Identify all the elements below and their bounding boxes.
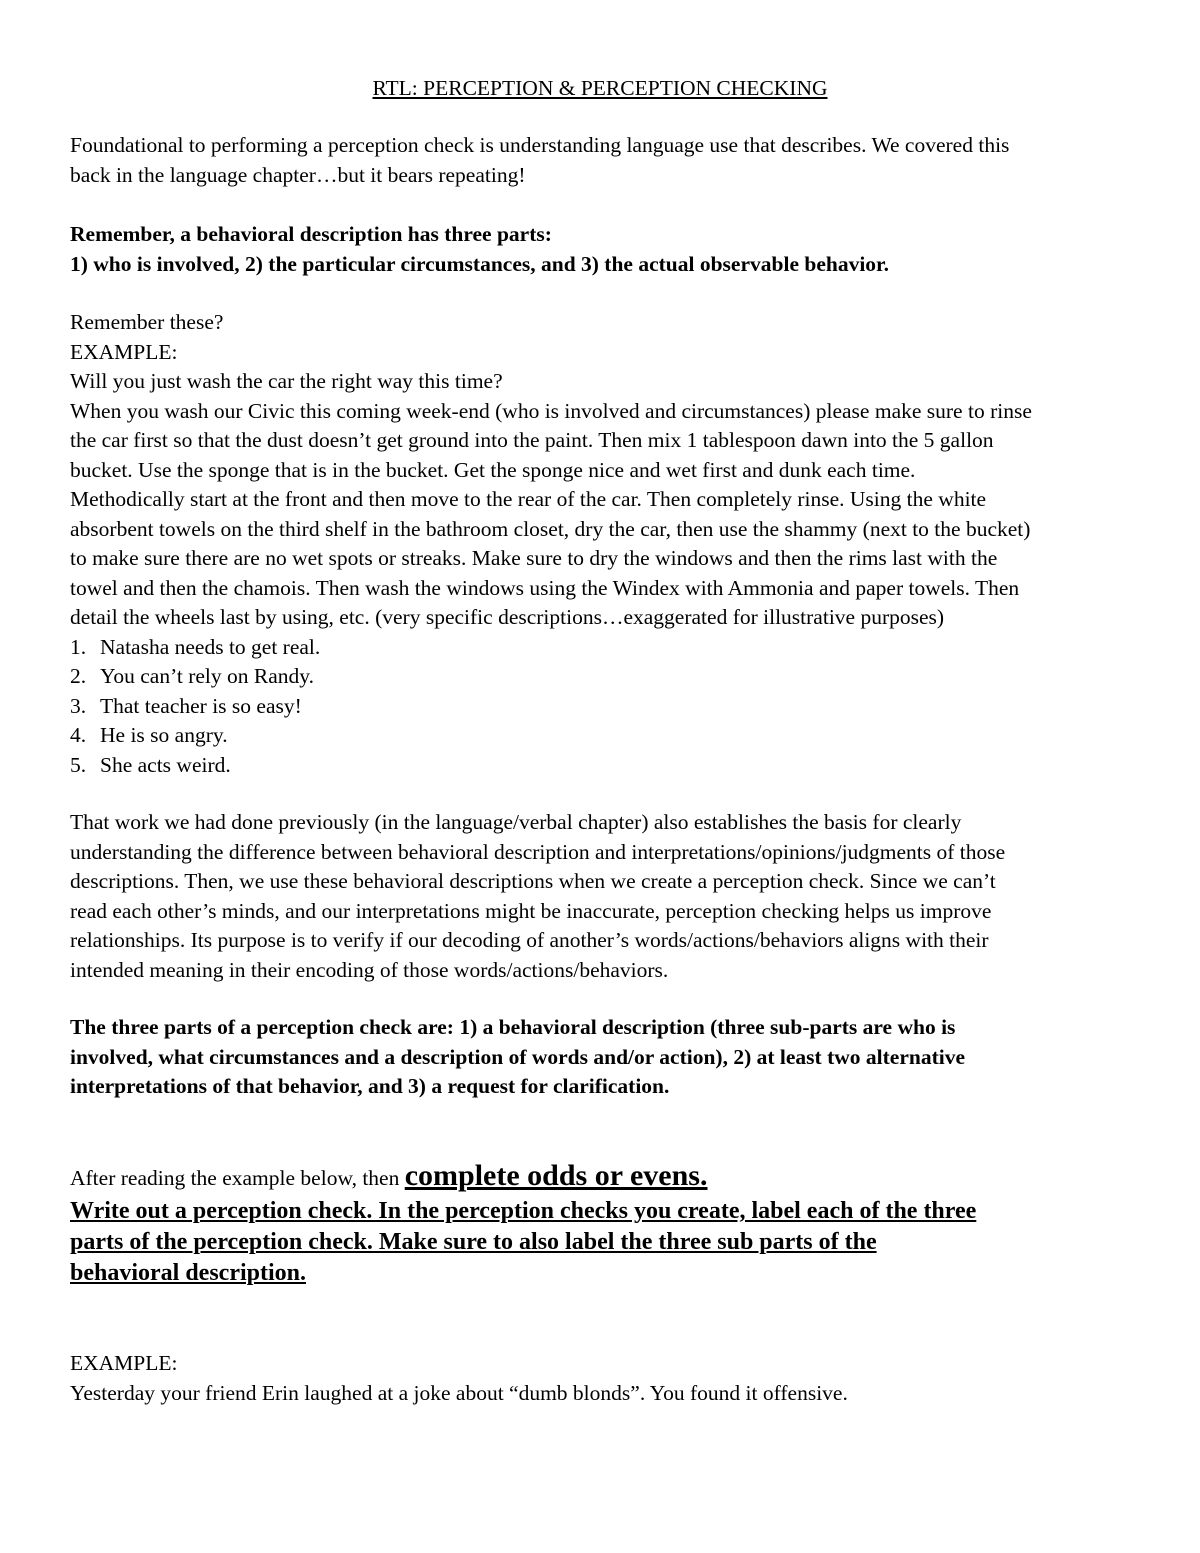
example-answer-line: detail the wheels last by using, etc. (very specific descriptions…exaggerated for illustrative purposes) — [70, 605, 945, 629]
behavioral-description-reminder — [70, 220, 1140, 279]
document-title: RTL: PERCEPTION & PERCEPTION CHECKING — [372, 76, 828, 100]
after-reading-text: After reading the example below, then — [70, 1166, 405, 1190]
complete-odds-or-evens: complete odds or evens. — [404, 1159, 708, 1192]
example-label: EXAMPLE: — [70, 1351, 178, 1375]
reminder-line: 1) who is involved, 2) the particular circumstances, and 3) the actual observable behavior. — [70, 251, 889, 276]
intro-line: Foundational to performing a perception check is understanding language use that describes. We covered this — [70, 133, 1010, 157]
example-answer-line: Methodically start at the front and then move to the rear of the car. Then completely rinse. Using the white — [70, 487, 987, 511]
list-item — [70, 751, 1140, 781]
list-number: 4. — [70, 723, 87, 747]
example-answer-line: to make sure there are no wet spots or streaks. Make sure to dry the windows and then the rims last with the — [70, 546, 998, 570]
paragraph-line: relationships. Its purpose is to verify if our decoding of another’s words/actions/behaviors aligns with their — [70, 928, 989, 952]
paragraph-line: descriptions. Then, we use these behavioral descriptions when we create a perception check. Since we can’t — [70, 869, 996, 893]
list-item — [70, 692, 1140, 722]
example-label: EXAMPLE: — [70, 339, 178, 364]
list-item — [70, 633, 1140, 663]
list-text: That teacher is so easy! — [100, 693, 302, 718]
statement-list — [70, 633, 1140, 781]
example-answer-line: the car first so that the dust doesn’t get ground into the paint. Then mix 1 tablespoon dawn into the 5 gallon — [70, 428, 994, 452]
list-text: You can’t rely on Randy. — [100, 664, 314, 688]
instructions-line: parts of the perception check. Make sure to also label the three sub parts of the — [70, 1229, 877, 1255]
three-parts-paragraph — [70, 1013, 1140, 1102]
paragraph-line: intended meaning in their encoding of those words/actions/behaviors. — [70, 957, 669, 982]
list-text: He is so angry. — [100, 723, 228, 747]
list-number: 5. — [70, 752, 87, 777]
list-number: 3. — [70, 693, 87, 718]
list-text: She acts weird. — [100, 752, 231, 777]
reminder-line: Remember, a behavioral description has three parts: — [70, 222, 552, 246]
instructions-line: behavioral description. — [70, 1260, 307, 1286]
instructions-block — [70, 1196, 1140, 1289]
list-item — [70, 721, 1140, 751]
example-answer-line: When you wash our Civic this coming week-end (who is involved and circumstances) please make sure to rinse — [70, 398, 1032, 423]
example-section — [70, 308, 1140, 780]
perception-check-paragraph — [70, 808, 1140, 985]
three-parts-line: involved, what circumstances and a description of words and/or action), 2) at least two alternative — [70, 1044, 965, 1069]
example-answer-line: towel and then the chamois. Then wash the windows using the Windex with Ammonia and paper towels. Then — [70, 575, 1020, 600]
final-example-text: Yesterday your friend Erin laughed at a joke about “dumb blonds”. You found it offensive. — [70, 1380, 848, 1405]
intro-paragraph — [70, 131, 1140, 190]
example-answer-line: absorbent towels on the third shelf in the bathroom closet, dry the car, then use the shammy (next to the bucket) — [70, 516, 1031, 541]
after-reading-line — [70, 1158, 1140, 1196]
remember-these: Remember these? — [70, 310, 224, 334]
list-number: 1. — [70, 634, 87, 659]
instructions-line: Write out a perception check. In the perception checks you create, label each of the three — [70, 1198, 977, 1224]
list-item — [70, 662, 1140, 692]
paragraph-line: That work we had done previously (in the language/verbal chapter) also establishes the basis for clearly — [70, 810, 962, 834]
intro-line: back in the language chapter…but it bears repeating! — [70, 162, 526, 187]
list-number: 2. — [70, 664, 87, 688]
example-question: Will you just wash the car the right way this time? — [70, 369, 503, 393]
final-example-section — [70, 1349, 1140, 1408]
paragraph-line: read each other’s minds, and our interpretations might be inaccurate, perception checking helps us improve — [70, 898, 992, 923]
list-text: Natasha needs to get real. — [100, 634, 321, 659]
three-parts-line: The three parts of a perception check are: 1) a behavioral description (three sub-parts are who is — [70, 1015, 956, 1039]
paragraph-line: understanding the difference between behavioral description and interpretations/opinions/judgments of those — [70, 839, 1006, 864]
example-answer-line: bucket. Use the sponge that is in the bucket. Get the sponge nice and wet first and dunk each time. — [70, 457, 916, 482]
three-parts-line: interpretations of that behavior, and 3) a request for clarification. — [70, 1074, 670, 1098]
